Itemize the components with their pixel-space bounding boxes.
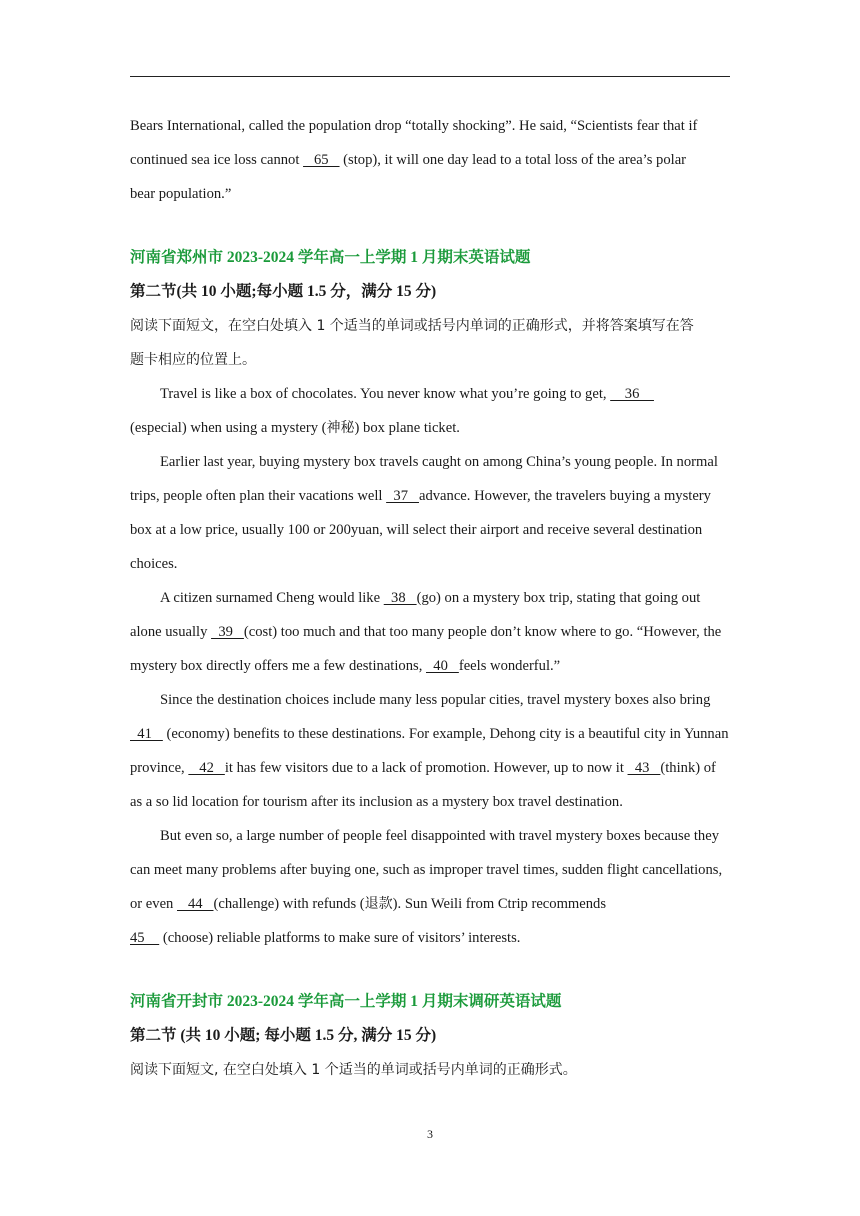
section-heading-2 [130,1019,730,1053]
paragraph-text: (cost) too much and that too many people don’t know where to go. “However, the mystery box directly offers me a few destinations, [130,624,722,674]
passage-paragraph-3 [130,581,730,683]
instructions-line: 阅读下面短文，在空白处填入 1 个适当的单词或括号内单词的正确形式，并将答案填写在答 [130,318,694,334]
blank-40: 40 [426,658,459,674]
section-heading-text: 第二节 (共 10 小题; 每小题 1.5 分, 满分 15 分) [130,1027,437,1044]
blank-42: 42 [188,760,225,776]
instructions-line: 题卡相应的位置上。 [130,352,256,368]
paragraph-text: feels wonderful.” [458,658,561,674]
blank-65: 65 [303,152,340,168]
blank-38: 38 [383,590,417,606]
page-content [130,109,730,1087]
blank-44: 44 [177,896,214,912]
paragraph-text: it has few visitors due to a lack of promotion. However, up to now it [224,760,628,776]
paragraph-text: advance. However, the travelers buying a mystery box at a low price, usually 100 or 200yuan, will select their airport and receive several destination choices. [130,488,711,572]
passage-paragraph-2 [130,445,730,581]
header-rule [130,76,730,77]
section-heading-text: 第二节(共 10 小题;每小题 1.5 分，满分 15 分) [130,283,437,300]
instructions-1 [130,309,730,377]
paragraph-text: (choose) reliable platforms to make sure of visitors’ interests. [159,930,521,946]
section-heading-1 [130,275,730,309]
paragraph-text: (think) of as a so lid location for tourism after its inclusion as a mystery box travel destination. [130,760,716,810]
blank-45: 45 [130,930,160,946]
page-number: 3 [427,1127,433,1141]
paragraph-text: (go) on a mystery box trip, stating that going out alone usually [130,590,701,640]
source-title-text: 河南省郑州市 2023-2024 学年高一上学期 1 月期末英语试题 [130,249,531,266]
paragraph-text: (especial) when using a mystery ( [130,420,327,436]
source-title-1 [130,241,730,275]
passage-paragraph-5 [130,819,730,955]
paragraph-text: (economy) benefits to these destinations. For example, Dehong city is a beautiful city in Yunnan province, [130,726,729,776]
instructions-2 [130,1053,730,1087]
paragraph-text: But even so, a large number of people feel disappointed with travel mystery boxes because they can meet many problems after buying one, such as improper travel times, sudden flight cancellations, or even [130,828,723,912]
blank-39: 39 [211,624,244,640]
paragraph-text: ) box plane ticket. [354,420,460,436]
blank-36: 36 [610,386,654,402]
blank-41: 41 [130,726,163,742]
prev-passage-text: bear population.” [130,186,232,202]
source-title-2 [130,985,730,1019]
paragraph-text: Travel is like a box of chocolates. You never know what you’re going to get, [160,386,611,402]
chinese-gloss: 退款 [364,896,393,912]
paragraph-text: (challenge) with refunds ( [213,896,365,912]
prev-passage-text: Bears International, called the population drop “totally shocking”. He said, “Scientists fear that if [130,118,698,134]
paragraph-text: Earlier last year, buying mystery box travels caught on among China’s young people. In normal trips, people often plan their vacations well [130,454,718,504]
prev-passage-line-3 [130,177,730,211]
paragraph-text: A citizen surnamed Cheng would like [160,590,384,606]
prev-passage-text: continued sea ice loss cannot [130,152,304,168]
passage-paragraph-1 [130,377,730,445]
paragraph-text: ). Sun Weili from Ctrip recommends [392,896,607,912]
chinese-gloss: 神秘 [326,420,355,436]
prev-passage-line-2 [130,143,730,177]
paragraph-text: Since the destination choices include many less popular cities, travel mystery boxes also bring [160,692,711,708]
prev-passage-text: (stop), it will one day lead to a total loss of the area’s polar [339,152,687,168]
passage-paragraph-4 [130,683,730,819]
blank-37: 37 [386,488,419,504]
instructions-line: 阅读下面短文, 在空白处填入 1 个适当的单词或括号内单词的正确形式。 [130,1062,577,1078]
blank-43: 43 [627,760,661,776]
source-title-text: 河南省开封市 2023-2024 学年高一上学期 1 月期末调研英语试题 [130,993,562,1010]
prev-passage-line-1 [130,109,730,143]
